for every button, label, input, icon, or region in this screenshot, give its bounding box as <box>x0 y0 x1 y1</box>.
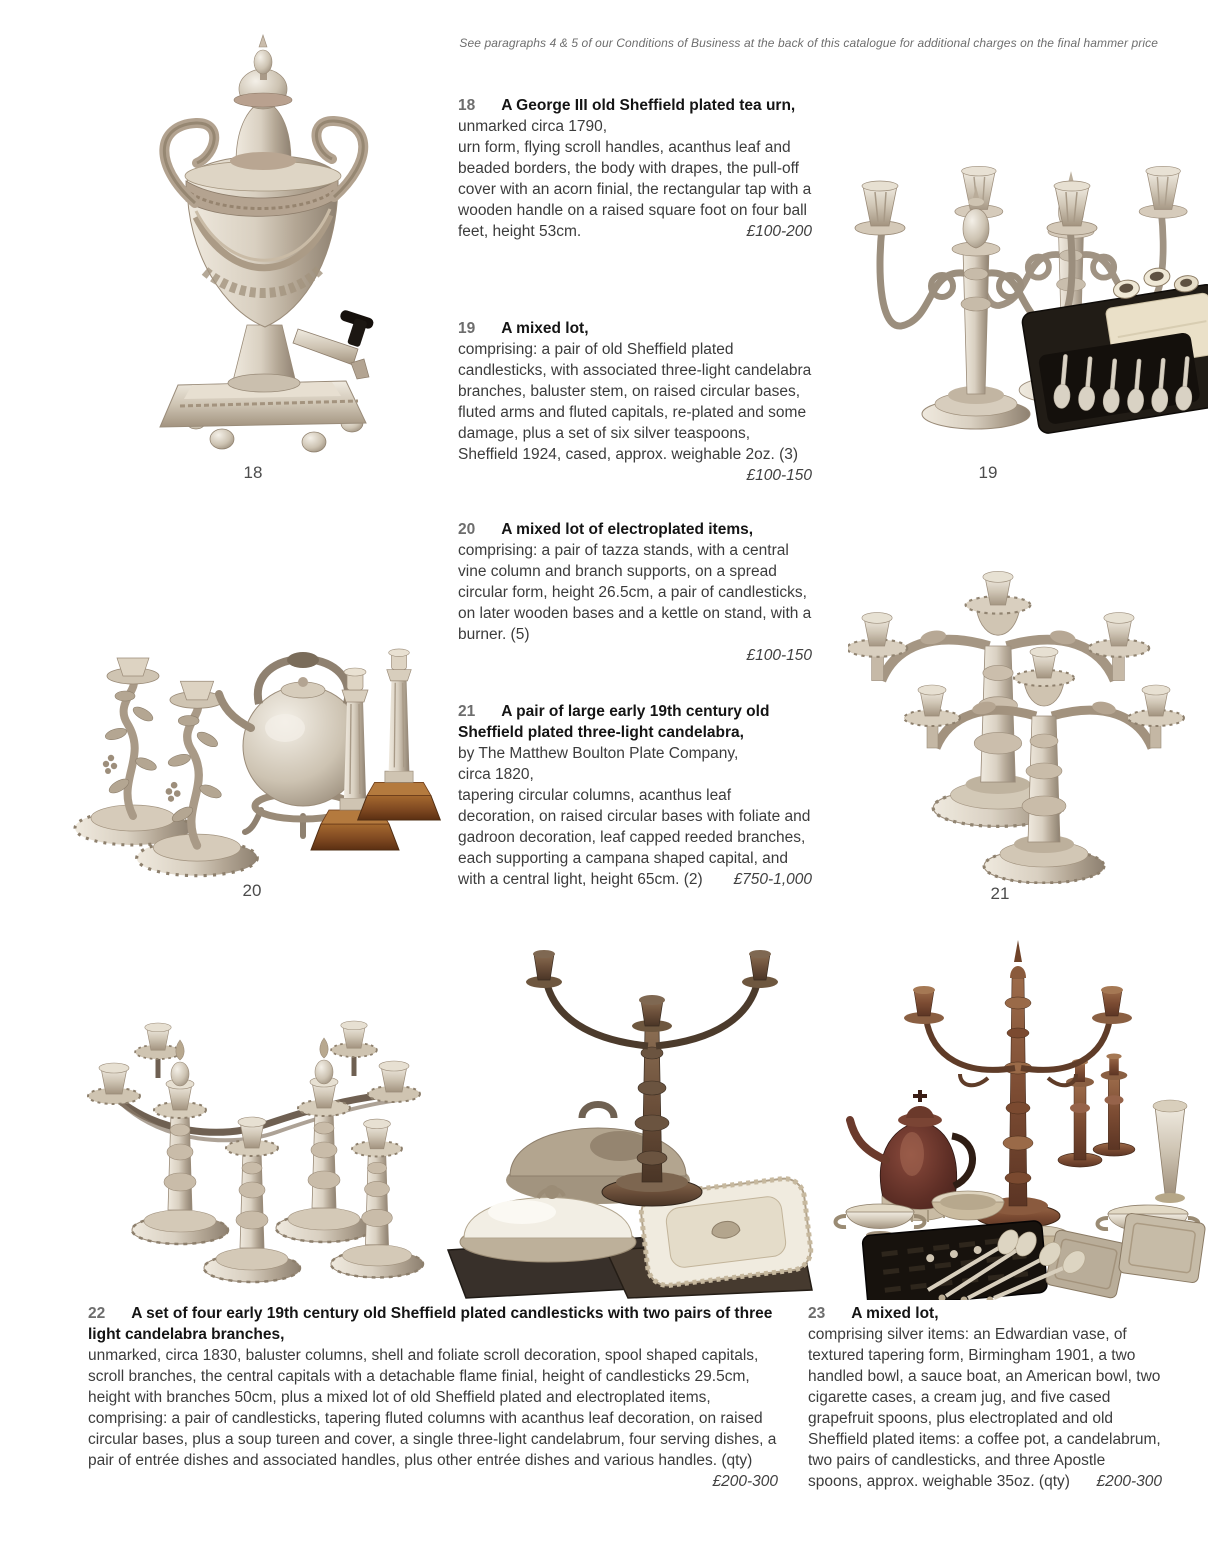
lot-title-text: A mixed lot of electroplated items, <box>501 521 754 538</box>
lot-entry-20 <box>458 519 812 666</box>
photo-caption-19: 19 <box>978 463 998 482</box>
lot-number: 19 <box>458 320 476 337</box>
lot22-photo-candelabrum-dishes <box>430 918 825 1300</box>
lot-estimate: £750-1,000 <box>733 871 812 888</box>
lot-maker-line: unmarked circa 1790, <box>458 118 608 135</box>
lot-description: tapering circular columns, acanthus leaf decoration, on raised circular bases with foliate and gadroon decoration, leaf capped reeded branches, each supporting a campana shaped capital, and with a central light, height 65cm. (2) £750-1,000 <box>458 787 812 888</box>
lot-entry-23 <box>808 1303 1162 1492</box>
photo-caption-21: 21 <box>990 884 1010 903</box>
lot22-photo-candlestick-set <box>62 928 452 1296</box>
photo-caption-20: 20 <box>242 881 262 900</box>
lot-title-text: A George III old Sheffield plated tea urn, <box>501 97 796 114</box>
lot-estimate: £200-300 <box>1096 1473 1162 1490</box>
lot-date-line: circa 1820, <box>458 766 534 783</box>
lot-number: 23 <box>808 1305 826 1322</box>
lot-estimate: £100-150 <box>746 647 812 664</box>
lot18-photo-tea-urn <box>100 33 430 463</box>
lot-title-text: A mixed lot, <box>501 320 589 337</box>
lot-number: 22 <box>88 1305 106 1322</box>
lot-title <box>808 1303 1162 1324</box>
lot23-photo-mixed-lot <box>818 918 1213 1300</box>
lot-title-text: A pair of large early 19th century old Sheffield plated three-light candelabra, <box>458 703 770 741</box>
conditions-notice: See paragraphs 4 & 5 of our Conditions of Business at the back of this catalogue for additional charges on the final hammer price <box>459 36 1158 50</box>
candlestick-set-illustration <box>62 928 452 1296</box>
candelabra-pair-illustration <box>848 498 1213 884</box>
candlesticks-spoons-illustration <box>828 72 1208 464</box>
candelabrum-dishes-illustration <box>430 918 825 1300</box>
lot-description: comprising silver items: an Edwardian vase, of textured tapering form, Birmingham 1901, a two handled bowl, a sauce boat, an American bowl, two cigarette cases, a cream jug, and five cased grapefruit spoons, plus electroplated and old Sheffield plated items: a coffee pot, a candelabrum, two pairs of candlesticks, and three Apostle spoons, approx. weighable 35oz. (qty) £200-300 <box>808 1326 1162 1490</box>
tea-urn-illustration <box>100 33 430 463</box>
lot-title <box>458 701 812 743</box>
lot-entry-19 <box>458 318 812 486</box>
lot-description: urn form, flying scroll handles, acanthus leaf and beaded borders, the body with drapes, the pull-off cover with an acorn finial, the rectangular tap with a wooden handle on a raised square foot on four ball feet, height 53cm. £100-200 <box>458 139 812 240</box>
lot-estimate: £100-150 <box>746 467 812 484</box>
lot-title-text: A mixed lot, <box>851 1305 939 1322</box>
lot-description: comprising: a pair of old Sheffield plated candlesticks, with associated three-light candelabra branches, baluster stem, on raised circular bases, fluted arms and fluted capitals, re-plated and some damage, plus a set of six silver teaspoons, Sheffield 1924, cased, approx. weighable 2oz. (3) £100-150 <box>458 341 812 484</box>
lot-entry-18 <box>458 95 812 242</box>
lot-title <box>458 519 812 540</box>
lot-title <box>458 95 812 116</box>
lot-estimate: £200-300 <box>712 1473 778 1490</box>
photo-caption-18: 18 <box>243 463 263 482</box>
lot21-photo-candelabra-pair <box>848 498 1213 884</box>
lot-title-text: A set of four early 19th century old Sheffield plated candlesticks with two pairs of three light candelabra branches, <box>88 1305 773 1343</box>
lot-estimate: £100-200 <box>746 223 812 240</box>
lot-number: 20 <box>458 521 476 538</box>
mixed-electroplate-illustration <box>45 528 445 880</box>
lot20-photo-mixed-electroplate <box>45 528 445 880</box>
lot-title <box>458 318 812 339</box>
lot-maker-line: by The Matthew Boulton Plate Company, <box>458 745 739 762</box>
lot-number: 18 <box>458 97 476 114</box>
lot-description: comprising: a pair of tazza stands, with a central vine column and branch supports, on a spread circular form, height 26.5cm, a pair of candlesticks, on later wooden bases and a kettle on stand, with a burner. (5) <box>458 542 812 643</box>
lot-entry-21 <box>458 701 812 890</box>
lot-entry-22 <box>88 1303 778 1492</box>
mixed-lot-illustration <box>818 918 1213 1300</box>
lot19-photo-candlesticks-and-spoons <box>828 72 1208 464</box>
lot-description: unmarked, circa 1830, baluster columns, shell and foliate scroll decoration, spool shaped capitals, scroll branches, the central capitals with a detachable flame finial, height of candlesticks 29.5cm, height with branches 50cm, plus a mixed lot of old Sheffield plated and electroplated items, comprising: a pair of candlesticks, tapering fluted columns with acanthus leaf decoration, on raised circular bases, plus a soup tureen and cover, a single three-light candelabrum, four serving dishes, a pair of entrée dishes and associated handles, plus other entrée dishes and various handles. (qty) £200-300 <box>88 1347 778 1490</box>
lot-number: 21 <box>458 703 476 720</box>
lot-title <box>88 1303 778 1345</box>
